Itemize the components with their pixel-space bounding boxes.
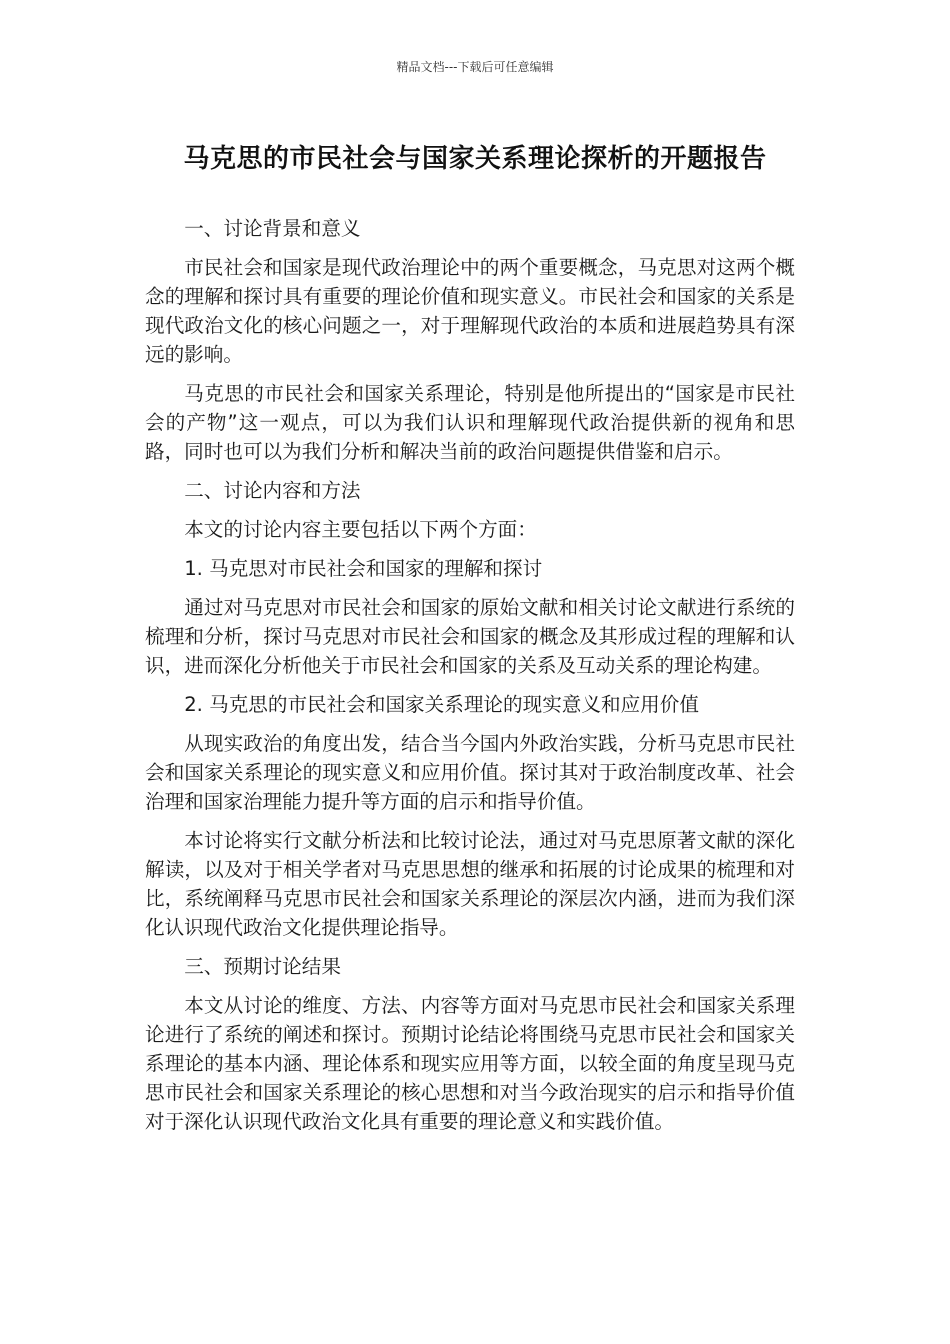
section-2-intro: 本文的讨论内容主要包括以下两个方面： xyxy=(184,518,537,541)
section-2-method: 本讨论将实行文献分析法和比较讨论法，通过对马克思原著文献的深化解读，以及对于相关学者对马克思思想的继承和拓展的讨论成果的梳理和对比，系统阐释马克思市民社会和国家关系理论的深层次内涵，进而为我们深化认识现代政治文化提供理论指导。 xyxy=(145,829,795,939)
section-2-item-1-heading: 1. 马克思对市民社会和国家的理解和探讨 xyxy=(184,557,543,580)
section-1-paragraph-2: 马克思的市民社会和国家关系理论，特别是他所提出的“国家是市民社会的产物”这一观点，可以为我们认识和理解现代政治提供新的视角和思路，同时也可以为我们分析和解决当前的政治问题提供借鉴和启示。 xyxy=(145,382,795,463)
section-2-item-2-heading: 2. 马克思的市民社会和国家关系理论的现实意义和应用价值 xyxy=(184,693,699,716)
section-2-item-1-text: 通过对马克思对市民社会和国家的原始文献和相关讨论文献进行系统的梳理和分析，探讨马克思对市民社会和国家的概念及其形成过程的理解和认识，进而深化分析他关于市民社会和国家的关系及互动关系的理论构建。 xyxy=(145,596,795,677)
section-2-heading: 二、讨论内容和方法 xyxy=(184,479,361,502)
section-1-heading: 一、讨论背景和意义 xyxy=(184,217,361,240)
document-title: 马克思的市民社会与国家关系理论探析的开题报告 xyxy=(183,144,767,174)
section-2-item-2-text: 从现实政治的角度出发，结合当今国内外政治实践，分析马克思市民社会和国家关系理论的现实意义和应用价值。探讨其对于政治制度改革、社会治理和国家治理能力提升等方面的启示和指导价值。 xyxy=(145,732,795,813)
document-body xyxy=(145,214,795,1146)
section-1-paragraph-1: 市民社会和国家是现代政治理论中的两个重要概念，马克思对这两个概念的理解和探讨具有重要的理论价值和现实意义。市民社会和国家的关系是现代政治文化的核心问题之一，对于理解现代政治的本质和进展趋势具有深远的影响。 xyxy=(145,256,795,366)
header-note: 精品文档---下载后可任意编辑 xyxy=(396,60,554,74)
section-3-paragraph-1: 本文从讨论的维度、方法、内容等方面对马克思市民社会和国家关系理论进行了系统的阐述和探讨。预期讨论结论将围绕马克思市民社会和国家关系理论的基本内涵、理论体系和现实应用等方面，以较全面的角度呈现马克思市民社会和国家关系理论的核心思想和对当今政治现实的启示和指导价值对于深化认识现代政治文化具有重要的理论意义和实践价值。 xyxy=(145,994,795,1133)
section-3-heading: 三、预期讨论结果 xyxy=(184,955,341,978)
